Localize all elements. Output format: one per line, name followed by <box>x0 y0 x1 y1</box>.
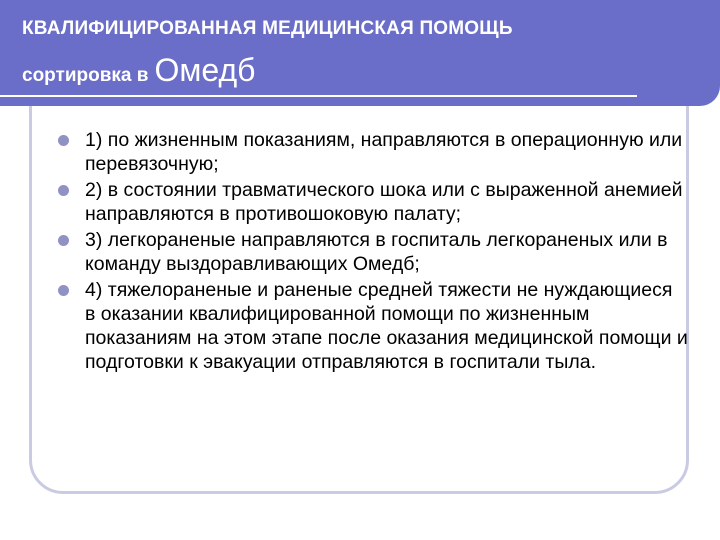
bullet-dot-icon <box>58 185 69 196</box>
title-bar <box>0 0 720 106</box>
list-item <box>58 278 688 374</box>
list-item <box>58 228 688 276</box>
subtitle-emphasis: Омедб <box>154 52 256 88</box>
list-item-text: 3) легкораненые направляются в госпиталь легкораненых или в команду выздоравливающих Омедб; <box>85 229 668 275</box>
bullet-dot-icon <box>58 235 69 246</box>
list-item <box>58 128 688 176</box>
list-item-text: 4) тяжелораненые и раненые средней тяжести не нуждающиеся в оказании квалифицированной помощи по жизненным показаниям на этом этапе после оказания медицинской помощи и подготовки к эвакуации отправляются в госпитали тыла. <box>85 279 688 373</box>
bullet-dot-icon <box>58 285 69 296</box>
slide-subtitle <box>22 52 255 89</box>
title-divider <box>0 95 637 97</box>
list-item-text: 1) по жизненным показаниям, направляются в операционную или перевязочную; <box>85 129 683 175</box>
list-item-text: 2) в состоянии травматического шока или с выраженной анемией направляются в противошоковую палату; <box>85 179 683 225</box>
bullet-list <box>58 128 688 376</box>
subtitle-prefix: сортировка в <box>22 65 149 86</box>
slide-title: КВАЛИФИЦИРОВАННАЯ МЕДИЦИНСКАЯ ПОМОЩЬ <box>22 18 513 39</box>
bullet-dot-icon <box>58 135 69 146</box>
list-item <box>58 178 688 226</box>
